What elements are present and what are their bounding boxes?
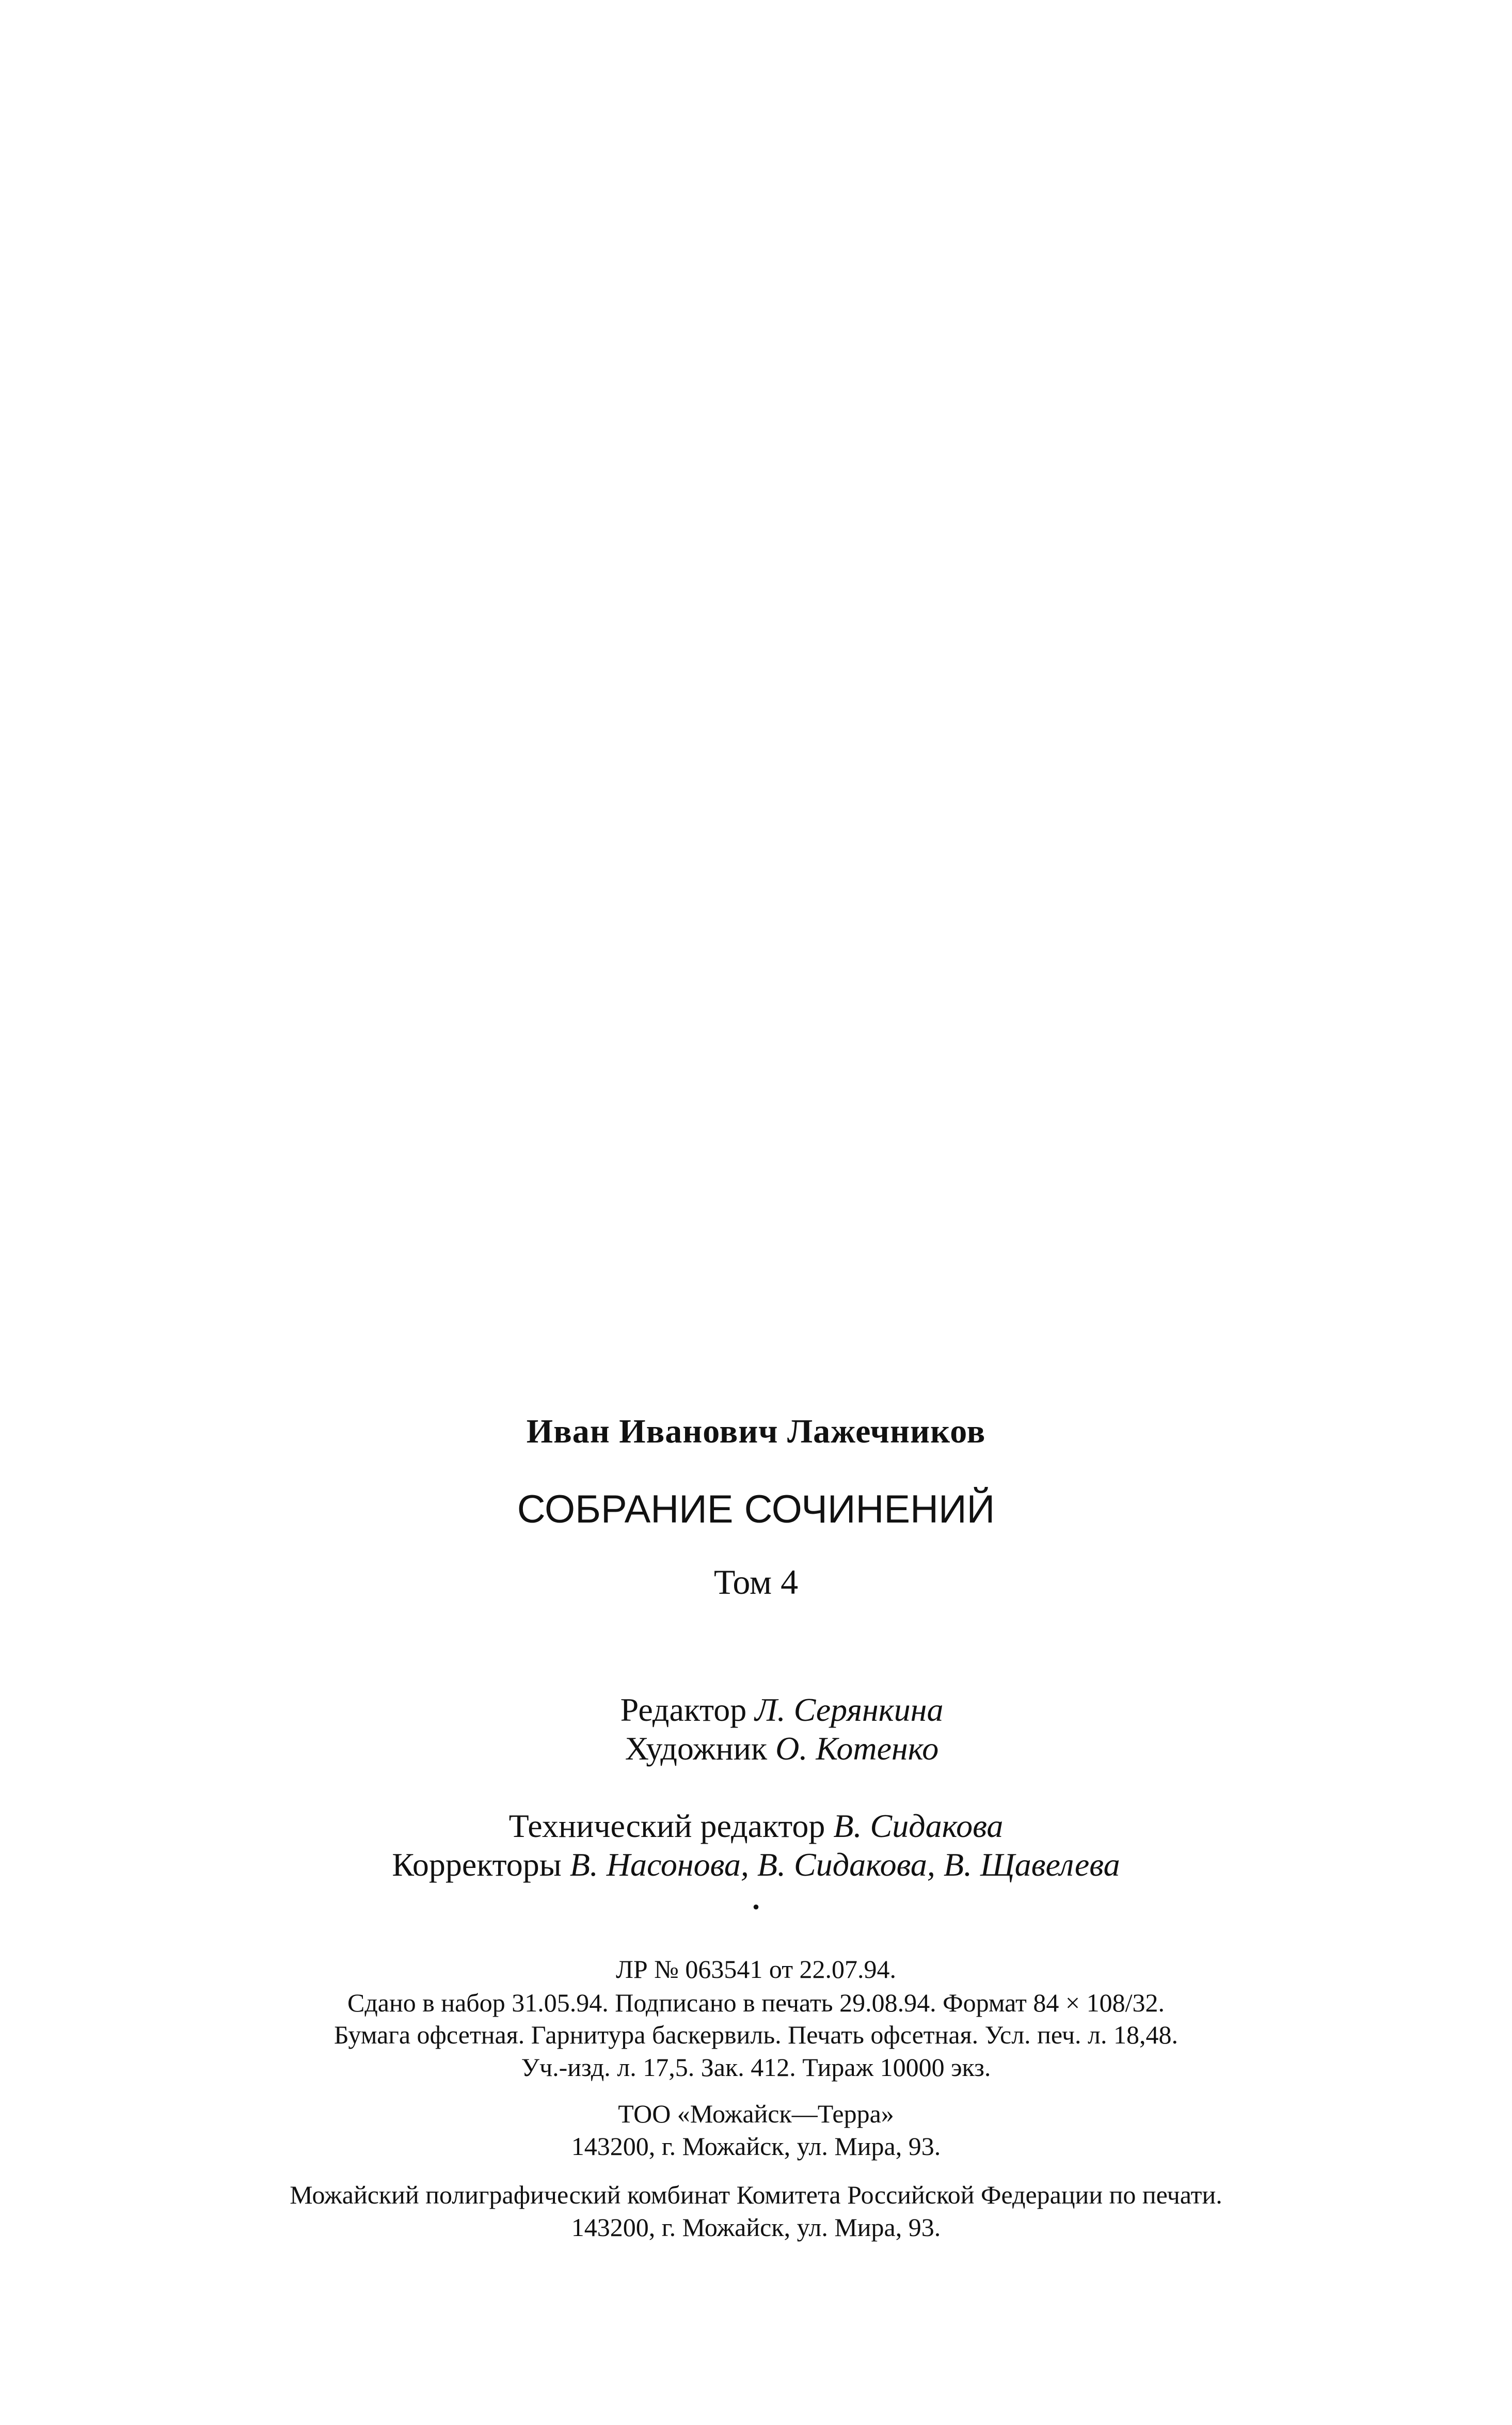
artist-credit: [26, 1730, 1512, 1768]
artist-name: О. Котенко: [775, 1730, 939, 1767]
printer-name: Можайский полиграфический комбинат Комитета Российской Федерации по печати.: [290, 2180, 1222, 2209]
printer-address: 143200, г. Можайск, ул. Мира, 93.: [571, 2213, 941, 2242]
book-title: СОБРАНИЕ СОЧИНЕНИЙ: [517, 1487, 995, 1531]
tech-editor-name: В. Сидакова: [833, 1808, 1004, 1844]
author-name: Иван Иванович Лажечников: [526, 1413, 986, 1450]
publisher-address: 143200, г. Можайск, ул. Мира, 93.: [571, 2132, 941, 2161]
editor-name: Л. Серянкина: [755, 1691, 944, 1728]
volume-number: Том 4: [713, 1562, 799, 1602]
proofreaders-credit: [0, 1846, 1512, 1884]
print-run-line: Уч.-изд. л. 17,5. Зак. 412. Тираж 10000 экз.: [521, 2053, 991, 2082]
tech-editor-credit: [0, 1807, 1512, 1845]
ornament-mark: •: [752, 1895, 760, 1919]
proofreaders-names: В. Насонова, В. Сидакова, В. Щавелева: [569, 1846, 1120, 1883]
editor-role: Редактор: [620, 1691, 747, 1728]
dates-format-line: Сдано в набор 31.05.94. Подписано в печать 29.08.94. Формат 84 × 108/32.: [347, 1988, 1165, 2017]
artist-role: Художник: [625, 1730, 768, 1767]
proofreaders-role: Корректоры: [392, 1846, 562, 1883]
editor-credit: [26, 1691, 1512, 1729]
tech-editor-role: Технический редактор: [508, 1808, 825, 1844]
license-line: ЛР № 063541 от 22.07.94.: [615, 1955, 897, 1984]
paper-line: Бумага офсетная. Гарнитура баскервиль. Печать офсетная. Усл. печ. л. 18,48.: [334, 2020, 1178, 2049]
publisher-name: ТОО «Можайск—Терра»: [618, 2099, 894, 2128]
